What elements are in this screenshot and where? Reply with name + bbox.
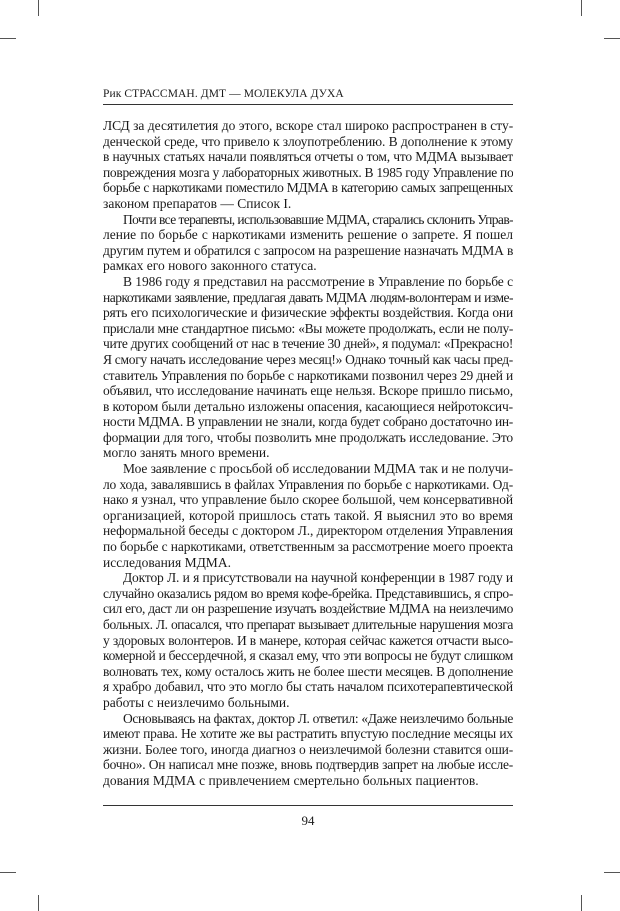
text-line: законом препаратов — Список I. <box>103 195 292 211</box>
body-text <box>103 118 513 789</box>
text-line: у здоровых волонтеров. И в манере, которая сейчас кажется отчасти высо- <box>103 632 513 648</box>
paragraph <box>103 274 513 461</box>
crop-mark <box>604 872 620 873</box>
text-line: Доктор Л. и я присутствовали на научной конференции в 1987 году и <box>123 570 513 586</box>
text-line: В 1986 году я представил на рассмотрение в Управление по борьбе с <box>123 273 513 289</box>
text-line: объявил, что исследование начинать еще нельзя. Вскоре пришло письмо, <box>103 383 513 399</box>
text-line: нако я узнал, что управление было скорее большой, чем консервативной <box>103 492 513 508</box>
text-line: Почти все терапевты, использовавшие МДМА, старались склонить Управ- <box>123 211 513 227</box>
text-line: сил его, даст ли он разрешение изучать воздействие МДМА на неизлечимо <box>103 601 513 617</box>
text-line: я храбро добавил, что это могло бы стать началом психотерапевтической <box>103 679 513 695</box>
text-line: повреждения мозга у лабораторных животных. В 1985 году Управление по <box>103 164 513 180</box>
text-line: исследования МДМА. <box>103 554 231 570</box>
crop-mark <box>0 872 16 873</box>
text-line: рять его психологические и физические эффекты воздействия. Когда они <box>103 305 513 321</box>
text-line: больных. Л. опасался, что препарат вызывает длительные нарушения мозга <box>103 617 513 632</box>
header-rule <box>103 104 513 105</box>
text-line: ности МДМА. В управлении не знали, когда будет собрано достаточно ин- <box>103 414 513 430</box>
text-line: случайно оказались рядом во время кофе-брейка. Представившись, я спро- <box>103 585 513 601</box>
footer-rule <box>103 805 513 806</box>
text-line: в котором были детально изложены опасения, касающиеся нейротоксич- <box>103 398 513 414</box>
text-line: ло хода, завалявшись в файлах Управления по борьбе с наркотиками. Од- <box>103 476 513 492</box>
text-line: волновать тех, кому осталось жить не более шести месяцев. В дополнение <box>103 663 513 679</box>
text-line: дования МДМА с привлечением смертельно больных пациентов. <box>103 772 479 788</box>
text-line: прислали мне стандартное письмо: «Вы можете продолжать, если не полу- <box>103 320 513 336</box>
text-line: жизни. Более того, иногда диагноз о неизлечимой болезни ставится оши- <box>103 741 513 757</box>
crop-mark <box>581 0 582 16</box>
paragraph <box>103 212 513 274</box>
paragraph <box>103 570 513 710</box>
page-number: 94 <box>301 813 315 828</box>
paragraph <box>103 461 513 570</box>
text-line: ление по борьбе с наркотиками изменить решение о запрете. Я пошел <box>103 227 513 243</box>
text-line: денческой среде, что привело к злоупотреблению. В дополнение к этому <box>103 133 513 149</box>
text-line: имеют права. Не хотите же вы растратить впустую последние месяцы их <box>103 726 513 742</box>
text-line: неформальной беседы с доктором Л., директором отделения Управления <box>103 523 513 539</box>
paragraph <box>103 118 513 212</box>
crop-mark <box>0 38 16 39</box>
text-line: по борьбе с наркотиками, ответственным за рассмотрение моего проекта <box>103 539 513 555</box>
text-line: наркотиками заявление, предлагая давать МДМА людям-волонтерам и изме- <box>103 289 513 305</box>
text-line: бочно». Он написал мне позже, вновь подтвердив запрет на любые иссле- <box>103 757 513 773</box>
crop-mark <box>604 38 620 39</box>
text-line: Основываясь на фактах, доктор Л. ответил: «Даже неизлечимо больные <box>123 710 513 726</box>
crop-mark <box>38 895 39 911</box>
text-line: в научных статьях начали появляться отчеты о том, что МДМА вызывает <box>103 149 513 165</box>
text-line: рамках его нового законного статуса. <box>103 258 317 274</box>
running-header: Рик СТРАССМАН. ДМТ — МОЛЕКУЛА ДУХА <box>103 88 344 100</box>
text-line: формации для того, чтобы позволить мне продолжать исследование. Это <box>103 429 513 445</box>
text-line: другим путем и обратился с запросом на разрешение назначать МДМА в <box>103 242 513 258</box>
text-line: организацией, которой пришлось стать такой. Я выяснил это во время <box>103 507 513 523</box>
text-line: ЛСД за десятилетия до этого, вскоре стал широко распространен в сту- <box>103 118 513 133</box>
text-line: борьбе с наркотиками поместило МДМА в категорию самых запрещенных <box>103 180 513 196</box>
text-line: Мое заявление с просьбой об исследовании МДМА так и не получи- <box>123 461 513 477</box>
text-line: комерной и бессердечной, я сказал ему, что эти вопросы не будут слишком <box>103 648 513 664</box>
text-line: чите других сообщений от нас в течение 30 дней», я подумал: «Прекрасно! <box>103 336 513 352</box>
text-line: работы с неизлечимо больными. <box>103 694 290 710</box>
text-line: ставитель Управления по борьбе с наркотиками позвонил через 29 дней и <box>103 367 513 383</box>
paragraph <box>103 711 513 789</box>
crop-mark <box>38 0 39 16</box>
text-line: Я смогу начать исследование через месяц!» Однако точный как часы пред- <box>103 351 513 367</box>
crop-mark <box>581 895 582 911</box>
text-line: могло занять много времени. <box>103 445 270 461</box>
